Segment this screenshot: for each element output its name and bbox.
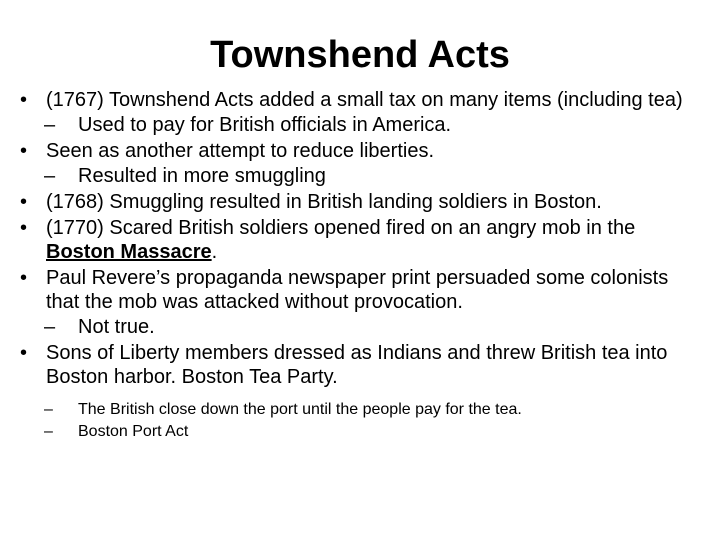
dash-marker: – [44,114,56,136]
spacer [14,389,704,399]
bullet-4-text: (1770) Scared British soldiers opened fired on an angry mob in the [46,217,636,239]
sub-bullet-text: Used to pay for British officials in America. [78,114,452,136]
sub-bullet-text: Resulted in more smuggling [78,165,326,187]
sub-bullet-6-1 [14,399,704,421]
slide-body [14,86,704,443]
dash-marker: – [44,316,56,338]
bullet-1: • (1767) Townshend Acts added a small tax on many items (including tea) [14,88,704,112]
sub-bullet-text: Not true. [78,316,155,338]
slide-title: Townshend Acts [210,34,510,76]
sub-bullet-2-1 [14,164,704,188]
bullet-5: • Paul Revere’s propaganda newspaper print persuaded some colonists that the mob was attacked without provocation. [14,266,704,314]
sub-bullet-text: Boston Port Act [78,423,189,440]
bullet-3: • (1768) Smuggling resulted in British landing soldiers in Boston. [14,190,704,214]
sub-bullet-6-2 [14,421,704,443]
sub-bullet-1-1 [14,113,704,137]
bullet-2: • Seen as another attempt to reduce liberties. [14,139,704,163]
bullet-6: • Sons of Liberty members dressed as Indians and threw British tea into Boston harbor. Boston Tea Party. [14,341,704,389]
bullet-4-period: . [211,241,218,263]
bullet-4 [14,216,704,264]
dash-marker: – [44,423,53,440]
dash-marker: – [44,165,56,187]
dash-marker: – [44,401,53,418]
boston-massacre-term: Boston Massacre [46,241,212,263]
sub-bullet-text: The British close down the port until the people pay for the tea. [78,401,522,418]
sub-bullet-5-1 [14,315,704,339]
